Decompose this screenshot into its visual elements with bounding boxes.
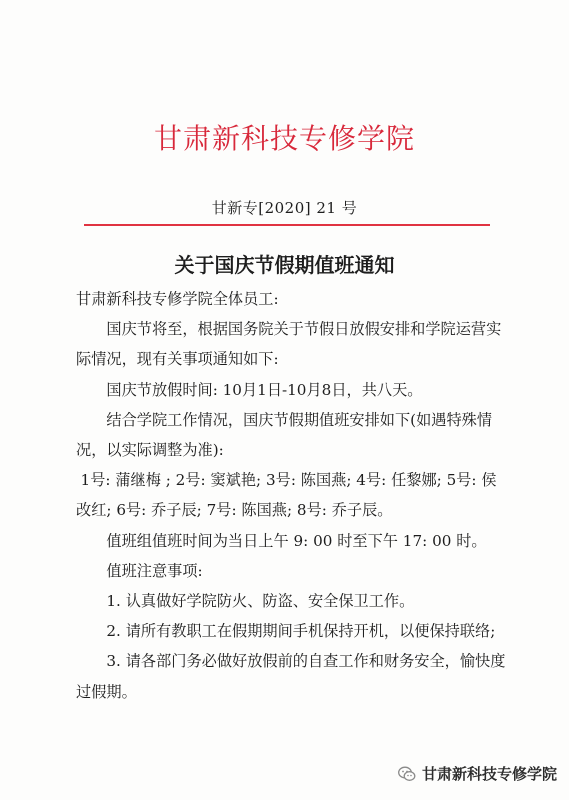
note-item: 2. 请所有教职工在假期期间手机保持开机，以便保持联络; [106, 622, 496, 641]
org-header: 甘肃新科技专修学院 [153, 122, 415, 155]
notice-body [76, 284, 506, 707]
red-divider [84, 224, 490, 226]
intro-paragraph: 国庆节将至，根据国务院关于节假日放假安排和学院运营实际情况，现有关事项通知如下: [76, 320, 502, 369]
account-name: 甘肃新科技专修学院 [421, 765, 557, 783]
document-number: 甘新专[2020] 21 号 [211, 199, 358, 217]
duty-roster: 1号: 蒲继梅 ; 2号: 窦斌艳; 3号: 陈国燕; 4号: 任黎娜; 5号: 侯改红; 6号: 乔子辰; 7号: 陈国燕; 8号: 乔子辰。 [76, 471, 497, 520]
wechat-icon [398, 766, 416, 782]
notes-heading: 值班注意事项: [106, 561, 203, 580]
salutation: 甘肃新科技专修学院全体员工: [76, 290, 279, 308]
wechat-account-watermark [398, 763, 557, 784]
note-item: 1. 认真做好学院防火、防盗、安全保卫工作。 [106, 592, 415, 611]
notice-title: 关于国庆节假期值班通知 [174, 253, 395, 277]
arrangement-paragraph: 结合学院工作情况，国庆节假期值班安排如下(如遇特殊情况，以实际调整为准): [76, 410, 493, 460]
holiday-dates-paragraph: 国庆节放假时间: 10月1日-10月8日，共八天。 [106, 380, 423, 399]
note-item: 3. 请各部门务必做好放假前的自查工作和财务安全，愉快度过假期。 [76, 652, 506, 701]
duty-hours: 值班组值班时间为当日上午 9: 00 时至下午 17: 00 时。 [106, 531, 487, 550]
